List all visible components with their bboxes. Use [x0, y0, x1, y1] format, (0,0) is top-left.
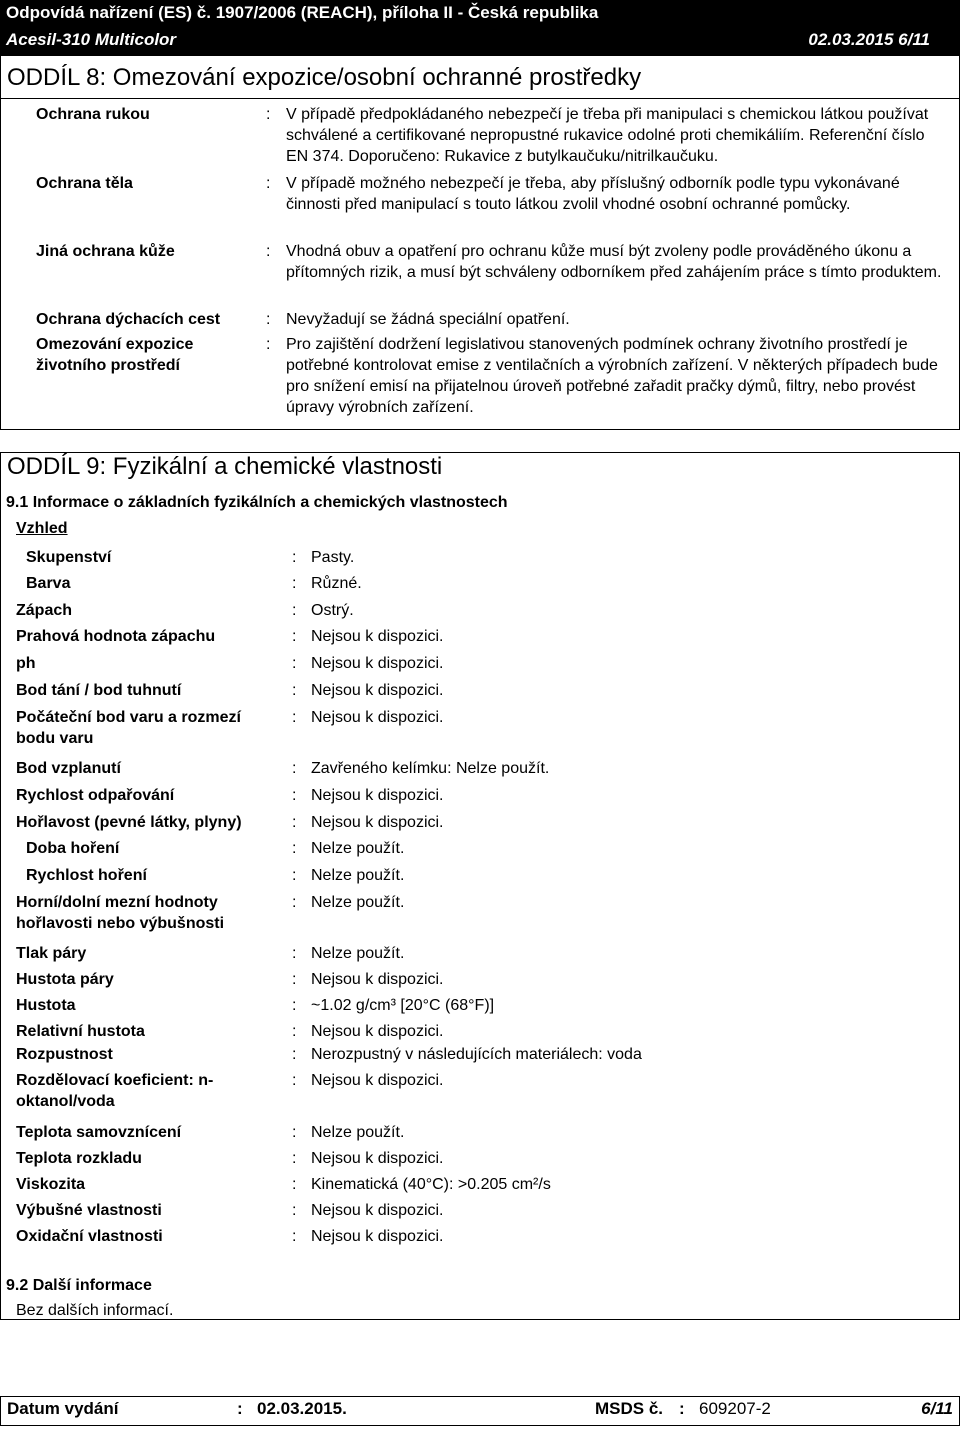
property-value: Nejsou k dispozici.: [311, 787, 444, 804]
issue-date-label: Datum vydání: [7, 1399, 119, 1418]
header-date-page: 02.03.2015 6/11: [808, 30, 930, 49]
property-label: Počáteční bod varu a rozmezí bodu varu: [16, 709, 241, 747]
property-value: Nejsou k dispozici.: [311, 709, 444, 726]
document-header: [0, 0, 960, 56]
property-label: Teplota samovznícení: [16, 1124, 182, 1141]
property-label: Hořlavost (pevné látky, plyny): [16, 814, 242, 831]
property-value: Nejsou k dispozici.: [311, 1228, 444, 1245]
respiratory-protection-text: Nevyžadují se žádná speciální opatření.: [286, 311, 570, 328]
colon: :: [292, 1046, 297, 1063]
property-label: Zápach: [16, 602, 73, 619]
property-label: Hustota: [16, 997, 76, 1014]
property-value: Nejsou k dispozici.: [311, 1150, 444, 1167]
property-value: Nejsou k dispozici.: [311, 682, 444, 699]
property-label: Horní/dolní mezní hodnoty hořlavosti nebo výbušnosti: [16, 894, 225, 932]
colon: :: [292, 1228, 297, 1245]
colon: :: [292, 814, 297, 831]
property-value: Zavřeného kelímku: Nelze použít.: [311, 760, 550, 777]
colon: :: [292, 655, 297, 672]
property-value: Nelze použít.: [311, 945, 405, 962]
property-label: Prahová hodnota zápachu: [16, 628, 216, 645]
colon: :: [292, 1202, 297, 1219]
colon: :: [266, 336, 271, 353]
colon: :: [266, 106, 271, 123]
section-8-title: ODDÍL 8: Omezování expozice/osobní ochranné prostředky: [7, 64, 642, 91]
colon: :: [292, 549, 297, 566]
property-value: Nelze použít.: [311, 1124, 405, 1141]
colon: :: [266, 311, 271, 328]
property-label: Skupenství: [26, 549, 112, 566]
colon: :: [266, 243, 271, 260]
property-value: Kinematická (40°C): >0.205 cm²/s: [311, 1176, 551, 1193]
colon: :: [292, 971, 297, 988]
property-label: Relativní hustota: [16, 1023, 145, 1040]
colon: :: [292, 997, 297, 1014]
property-label: Rozpustnost: [16, 1046, 113, 1063]
property-value: ~1.02 g/cm³ [20°C (68°F)]: [311, 997, 495, 1014]
subsection-9-1-title: 9.1 Informace o základních fyzikálních a chemických vlastnostech: [6, 494, 508, 511]
colon: :: [292, 1176, 297, 1193]
colon: :: [292, 840, 297, 857]
skin-protection-label: Jiná ochrana kůže: [36, 243, 175, 260]
colon: :: [292, 575, 297, 592]
colon: :: [292, 1124, 297, 1141]
colon: :: [292, 682, 297, 699]
property-value: Nejsou k dispozici.: [311, 1202, 444, 1219]
property-value: Různé.: [311, 575, 362, 592]
property-label: Oxidační vlastnosti: [16, 1228, 163, 1245]
property-label: Rychlost hoření: [26, 867, 147, 884]
property-label: Bod vzplanutí: [16, 760, 121, 777]
property-label: Viskozita: [16, 1176, 86, 1193]
colon: :: [292, 760, 297, 777]
property-label: Rozdělovací koeficient: n-oktanol/voda: [16, 1072, 214, 1110]
skin-protection-text: Vhodná obuv a opatření pro ochranu kůže musí být zvoleny podle prováděného úkonu a přítomných rizik, a musí být schváleny odborníkem před zahájením práce s tímto produktem.: [286, 243, 942, 281]
page-number: 6/11: [921, 1399, 953, 1418]
section-9-title: ODDÍL 9: Fyzikální a chemické vlastnosti: [7, 453, 443, 480]
property-label: Barva: [26, 575, 71, 592]
property-label: Bod tání / bod tuhnutí: [16, 682, 182, 699]
property-label: Tlak páry: [16, 945, 87, 962]
property-label: Doba hoření: [26, 840, 120, 857]
colon: :: [292, 787, 297, 804]
msds-number-label: MSDS č.: [595, 1399, 664, 1418]
body-protection-label: Ochrana těla: [36, 175, 133, 192]
property-value: Nejsou k dispozici.: [311, 1023, 444, 1040]
property-value: Pasty.: [311, 549, 355, 566]
colon: :: [679, 1399, 685, 1418]
section-8-divider: [1, 98, 959, 99]
property-label: Hustota páry: [16, 971, 114, 988]
property-label: Rychlost odpařování: [16, 787, 175, 804]
hand-protection-text: V případě předpokládaného nebezpečí je třeba při manipulaci s chemickou látkou používat schválené a certifikované nepropustné rukavice odolné proti chemikáliím. Referenční číslo EN 374. Doporučeno: Rukavice z butylkaučuku/nitrilkaučuku.: [286, 106, 929, 165]
colon: :: [292, 1023, 297, 1040]
property-value: Nerozpustný v následujících materiálech: voda: [311, 1046, 642, 1063]
subsection-9-2-title: 9.2 Další informace: [6, 1277, 152, 1294]
colon: :: [292, 1072, 297, 1089]
document-footer: [0, 1396, 960, 1426]
environmental-exposure-label: Omezování expozice životního prostředí: [36, 336, 194, 374]
appearance-heading: Vzhled: [16, 520, 68, 537]
property-value: Ostrý.: [311, 602, 354, 619]
colon: :: [237, 1399, 243, 1418]
property-value: Nejsou k dispozici.: [311, 628, 444, 645]
product-name: Acesil-310 Multicolor: [6, 30, 177, 49]
property-value: Nelze použít.: [311, 867, 405, 884]
colon: :: [292, 867, 297, 884]
property-value: Nelze použít.: [311, 840, 405, 857]
msds-number-value: 609207-2: [699, 1399, 771, 1418]
subsection-9-2-text: Bez dalších informací.: [16, 1302, 174, 1319]
colon: :: [292, 709, 297, 726]
colon: :: [266, 175, 271, 192]
property-value: Nelze použít.: [311, 894, 405, 911]
colon: :: [292, 1150, 297, 1167]
property-value: Nejsou k dispozici.: [311, 971, 444, 988]
respiratory-protection-label: Ochrana dýchacích cest: [36, 311, 221, 328]
colon: :: [292, 602, 297, 619]
regulation-line: Odpovídá nařízení (ES) č. 1907/2006 (REACH), příloha II - Česká republika: [6, 3, 599, 22]
property-label: Výbušné vlastnosti: [16, 1202, 162, 1219]
colon: :: [292, 628, 297, 645]
property-value: Nejsou k dispozici.: [311, 655, 444, 672]
hand-protection-label: Ochrana rukou: [36, 106, 150, 123]
colon: :: [292, 894, 297, 911]
property-value: Nejsou k dispozici.: [311, 1072, 444, 1089]
property-label: Teplota rozkladu: [16, 1150, 142, 1167]
issue-date-value: 02.03.2015.: [257, 1399, 347, 1418]
colon: :: [292, 945, 297, 962]
body-protection-text: V případě možného nebezpečí je třeba, aby příslušný odborník podle typu vykonávané činnosti před manipulací s touto látkou zvolil vhodné osobní ochranné pomůcky.: [286, 175, 900, 213]
property-label: ph: [16, 655, 36, 672]
environmental-exposure-text: Pro zajištění dodržení legislativou stanovených podmínek ochrany životního prostředí je potřebné kontrolovat emise z ventilačních a výrobních zařízení. V některých případech bude pro snížení emisí na přijatelnou úroveň potřebné zařadit pračky dýmů, filtry, nebo provést úpravy výrobních zařízení.: [286, 336, 938, 416]
property-value: Nejsou k dispozici.: [311, 814, 444, 831]
